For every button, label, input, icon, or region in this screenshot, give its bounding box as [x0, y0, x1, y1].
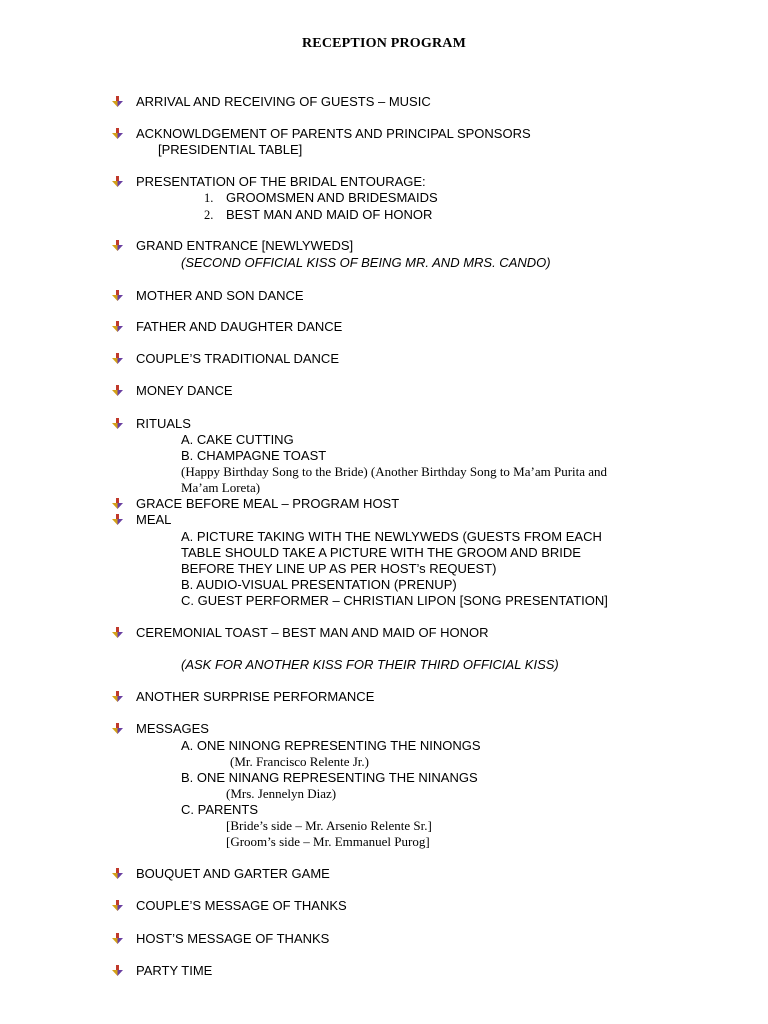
arrow-bullet-icon: [112, 385, 123, 397]
item-party: PARTY TIME: [136, 963, 213, 978]
arrow-bullet-icon: [112, 176, 123, 188]
list-number: 1.: [204, 191, 214, 205]
arrow-bullet-icon: [112, 353, 123, 365]
item-surprise: ANOTHER SURPRISE PERFORMANCE: [136, 689, 375, 704]
item-meal-c: C. GUEST PERFORMER – CHRISTIAN LIPON [SONG PRESENTATION]: [181, 593, 608, 608]
item-messages-b: B. ONE NINANG REPRESENTING THE NINANGS: [181, 770, 478, 785]
arrow-bullet-icon: [112, 128, 123, 140]
item-grace: GRACE BEFORE MEAL – PROGRAM HOST: [136, 496, 400, 511]
item-rituals-note-2: Ma’am Loreta): [181, 480, 261, 495]
item-grand-entrance-note: (SECOND OFFICIAL KISS OF BEING MR. AND MRS. CANDO): [181, 255, 551, 270]
item-meal-b: B. AUDIO-VISUAL PRESENTATION (PRENUP): [181, 577, 457, 592]
arrow-bullet-icon: [112, 627, 123, 639]
item-messages-c-bride: [Bride’s side – Mr. Arsenio Relente Sr.]: [226, 818, 432, 833]
item-couples-dance: COUPLE’S TRADITIONAL DANCE: [136, 351, 339, 366]
item-rituals-a: A. CAKE CUTTING: [181, 432, 294, 447]
arrow-bullet-icon: [112, 868, 123, 880]
item-meal-a-2: TABLE SHOULD TAKE A PICTURE WITH THE GROOM AND BRIDE: [181, 545, 581, 560]
item-presentation: PRESENTATION OF THE BRIDAL ENTOURAGE:: [136, 174, 426, 189]
item-bouquet: BOUQUET AND GARTER GAME: [136, 866, 330, 881]
item-meal-a-1: A. PICTURE TAKING WITH THE NEWLYWEDS (GUESTS FROM EACH: [181, 529, 602, 544]
item-rituals-note-1: (Happy Birthday Song to the Bride) (Another Birthday Song to Ma’am Purita and: [181, 464, 608, 479]
item-messages-b-name: (Mrs. Jennelyn Diaz): [226, 786, 337, 801]
item-hosts-thanks: HOST’S MESSAGE OF THANKS: [136, 931, 330, 946]
page-title: RECEPTION PROGRAM: [301, 36, 466, 51]
item-presentation-1: GROOMSMEN AND BRIDESMAIDS: [226, 190, 438, 205]
item-father-daughter: FATHER AND DAUGHTER DANCE: [136, 319, 343, 334]
item-acknowledgement: ACKNOWLDGEMENT OF PARENTS AND PRINCIPAL SPONSORS: [136, 126, 531, 141]
arrow-bullet-icon: [112, 933, 123, 945]
item-ceremonial-note: (ASK FOR ANOTHER KISS FOR THEIR THIRD OFFICIAL KISS): [181, 657, 559, 672]
item-ceremonial-toast: CEREMONIAL TOAST – BEST MAN AND MAID OF HONOR: [136, 625, 489, 640]
item-couples-thanks: COUPLE’S MESSAGE OF THANKS: [136, 898, 347, 913]
item-arrival: ARRIVAL AND RECEIVING OF GUESTS – MUSIC: [136, 94, 431, 109]
item-mother-son: MOTHER AND SON DANCE: [136, 288, 304, 303]
item-messages-c: C. PARENTS: [181, 802, 259, 817]
item-messages: MESSAGES: [136, 721, 209, 736]
arrow-bullet-icon: [112, 498, 123, 510]
arrow-bullet-icon: [112, 900, 123, 912]
arrow-bullet-icon: [112, 240, 123, 252]
arrow-bullet-icon: [112, 723, 123, 735]
arrow-bullet-icon: [112, 418, 123, 430]
list-number: 2.: [204, 208, 214, 222]
item-grand-entrance: GRAND ENTRANCE [NEWLYWEDS]: [136, 238, 354, 253]
item-messages-a: A. ONE NINONG REPRESENTING THE NINONGS: [181, 738, 481, 753]
arrow-bullet-icon: [112, 290, 123, 302]
item-rituals-b: B. CHAMPAGNE TOAST: [181, 448, 327, 463]
arrow-bullet-icon: [112, 965, 123, 977]
arrow-bullet-icon: [112, 96, 123, 108]
arrow-bullet-icon: [112, 691, 123, 703]
item-messages-c-groom: [Groom’s side – Mr. Emmanuel Purog]: [226, 834, 430, 849]
arrow-bullet-icon: [112, 321, 123, 333]
item-rituals: RITUALS: [136, 416, 191, 431]
item-messages-a-name: (Mr. Francisco Relente Jr.): [230, 754, 369, 769]
item-meal-a-3: BEFORE THEY LINE UP AS PER HOST’s REQUEST): [181, 561, 497, 576]
item-money-dance: MONEY DANCE: [136, 383, 233, 398]
item-presentation-2: BEST MAN AND MAID OF HONOR: [226, 207, 433, 222]
item-meal: MEAL: [136, 512, 172, 527]
arrow-bullet-icon: [112, 514, 123, 526]
item-acknowledgement-sub: [PRESIDENTIAL TABLE]: [158, 142, 303, 157]
